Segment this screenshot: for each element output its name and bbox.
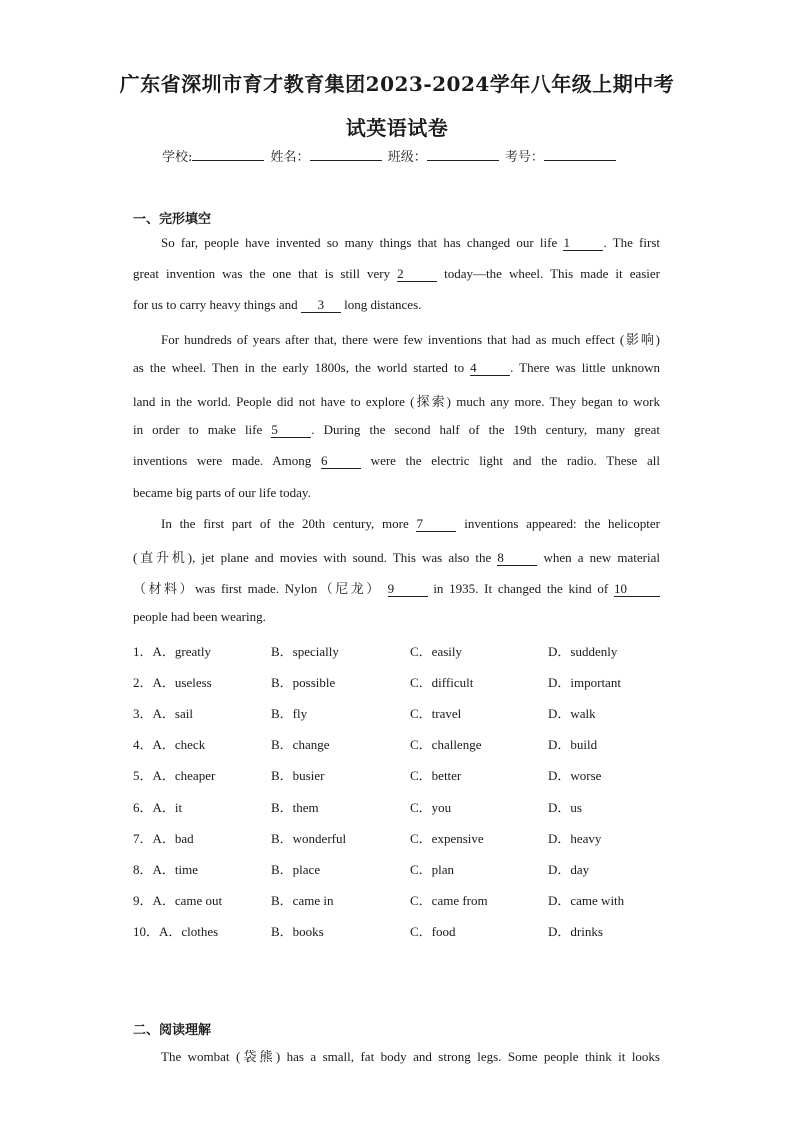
option-b[interactable]: B．wonderful: [271, 830, 347, 846]
passage-text: inventions appeared: the helicopter: [456, 516, 660, 531]
option-c[interactable]: C．better: [410, 768, 462, 784]
option-d[interactable]: D．drinks: [548, 923, 603, 939]
option-b[interactable]: B．busier: [271, 768, 325, 784]
passage-line: [133, 422, 660, 438]
cloze-blank[interactable]: 6: [321, 454, 361, 469]
option-d[interactable]: D．came with: [548, 892, 625, 908]
option-row: [133, 921, 693, 939]
section2-heading: 二、阅读理解: [133, 1023, 212, 1038]
cloze-blank[interactable]: 4: [470, 361, 510, 376]
option-a[interactable]: 5．A．cheaper: [133, 768, 216, 784]
school-label: 学校:: [162, 150, 193, 165]
option-c[interactable]: C．challenge: [410, 737, 482, 753]
passage-text: in order to make life: [133, 422, 263, 437]
passage-text: for us to carry heavy things and: [133, 297, 298, 312]
option-c[interactable]: C．plan: [410, 861, 455, 877]
passage-text: (直升机), jet plane and movies with sound. This was also the: [133, 550, 492, 565]
option-d[interactable]: D．us: [548, 799, 582, 815]
cloze-blank[interactable]: 9: [388, 582, 428, 597]
passage-text: . During the second half of the 19th century, many great: [311, 422, 660, 437]
option-d[interactable]: D．day: [548, 861, 590, 877]
passage-text: inventions were made. Among: [133, 453, 312, 468]
option-d[interactable]: D．important: [548, 675, 621, 691]
student-info-row: [162, 146, 618, 165]
passage-line: [161, 329, 660, 348]
passage-text: So far, people have invented so many things that has changed our life: [161, 235, 558, 250]
option-a[interactable]: 7．A．bad: [133, 830, 194, 846]
passage-line: [133, 360, 660, 376]
passage-text: . The first: [603, 235, 661, 250]
option-b[interactable]: B．fly: [271, 706, 308, 722]
option-c[interactable]: C．travel: [410, 706, 462, 722]
passage-text: （材料）was first made. Nylon（尼龙）: [133, 581, 382, 596]
passage-line: [133, 391, 660, 410]
passage-text: great invention was the one that is still very: [133, 266, 391, 281]
option-d[interactable]: D．build: [548, 737, 598, 753]
passage-line: [161, 235, 660, 251]
passage-line: [133, 547, 660, 566]
passage-text: in 1935. It changed the kind of: [427, 581, 609, 596]
option-row: [133, 859, 693, 877]
option-c[interactable]: C．expensive: [410, 830, 484, 846]
class-blank[interactable]: [427, 148, 499, 161]
option-a[interactable]: 6．A．it: [133, 799, 183, 815]
exam-no-label: 考号：: [504, 150, 544, 165]
option-a[interactable]: 10．A．clothes: [133, 923, 219, 939]
option-a[interactable]: 2．A．useless: [133, 675, 212, 691]
cloze-blank[interactable]: 8: [497, 551, 537, 566]
passage-text: were the electric light and the radio. These all: [360, 453, 661, 468]
option-c[interactable]: C．you: [410, 799, 452, 815]
cloze-blank[interactable]: 3: [301, 298, 341, 313]
option-a[interactable]: 3．A．sail: [133, 706, 193, 722]
passage-text: when a new material: [537, 550, 661, 565]
document-title-line2: 试英语试卷: [345, 116, 449, 140]
option-row: [133, 765, 693, 783]
option-b[interactable]: B．specially: [271, 644, 339, 659]
option-b[interactable]: B．them: [271, 799, 319, 815]
passage-text: people had been wearing.: [133, 609, 266, 624]
passage-text: long distances.: [340, 297, 422, 312]
passage-text: . There was little unknown: [510, 360, 660, 375]
exam-no-blank[interactable]: [544, 148, 616, 161]
cloze-blank[interactable]: 7: [416, 517, 456, 532]
passage-line: [133, 266, 660, 282]
cloze-blank[interactable]: 1: [563, 236, 603, 251]
option-b[interactable]: B．books: [271, 923, 324, 939]
option-a[interactable]: 4．A．check: [133, 737, 206, 753]
option-row: [133, 797, 693, 815]
option-d[interactable]: D．worse: [548, 768, 602, 784]
option-b[interactable]: B．possible: [271, 675, 336, 691]
passage-text: as the wheel. Then in the early 1800s, the world started to: [133, 360, 465, 375]
option-c[interactable]: C．came from: [410, 892, 488, 908]
option-c[interactable]: C．easily: [410, 644, 462, 659]
option-d[interactable]: D．suddenly: [548, 644, 618, 659]
passage-text: land in the world. People did not have to explore (探索) much any more. They began to work: [133, 394, 660, 409]
option-d[interactable]: D．heavy: [548, 830, 602, 846]
option-row: [133, 890, 693, 908]
option-d[interactable]: D．walk: [548, 706, 596, 722]
option-b[interactable]: B．came in: [271, 892, 334, 908]
passage-text: today—the wheel. This made it easier: [437, 266, 660, 281]
option-a[interactable]: 1．A．greatly: [133, 644, 211, 659]
cloze-blank[interactable]: 2: [397, 267, 437, 282]
passage-line: [133, 453, 660, 469]
passage-line: [133, 297, 660, 313]
passage-text: For hundreds of years after that, there were few inventions that had as much effect (影响): [161, 332, 660, 347]
option-row: [133, 734, 693, 752]
option-row: [133, 672, 693, 690]
section1-heading: 一、完形填空: [133, 212, 212, 227]
passage-line: [133, 485, 660, 501]
document-title-line1: 广东省深圳市育才教育集团2023-2024学年八年级上期中考: [119, 72, 675, 96]
passage-text: became big parts of our life today.: [133, 485, 311, 500]
passage-line: [133, 609, 660, 625]
passage-text: In the first part of the 20th century, more: [161, 516, 409, 531]
option-a[interactable]: 8．A．time: [133, 861, 198, 877]
option-c[interactable]: C．difficult: [410, 675, 474, 691]
option-row: [133, 828, 693, 846]
cloze-blank[interactable]: 5: [271, 423, 311, 438]
option-a[interactable]: 9．A．came out: [133, 892, 223, 908]
passage-line: [161, 516, 660, 532]
class-label: 班级：: [387, 150, 427, 165]
reading-passage-line: The wombat (袋熊) has a small, fat body and strong legs. Some people think it looks: [161, 1049, 660, 1064]
school-blank[interactable]: [192, 148, 264, 161]
option-c[interactable]: C．food: [410, 923, 456, 939]
option-row: [133, 703, 693, 721]
option-row: [133, 641, 693, 659]
option-b[interactable]: B．change: [271, 737, 330, 753]
name-label: 姓名：: [270, 150, 310, 165]
option-b[interactable]: B．place: [271, 861, 321, 877]
cloze-blank[interactable]: 10: [614, 582, 660, 597]
passage-line: [133, 578, 660, 597]
name-blank[interactable]: [310, 148, 382, 161]
